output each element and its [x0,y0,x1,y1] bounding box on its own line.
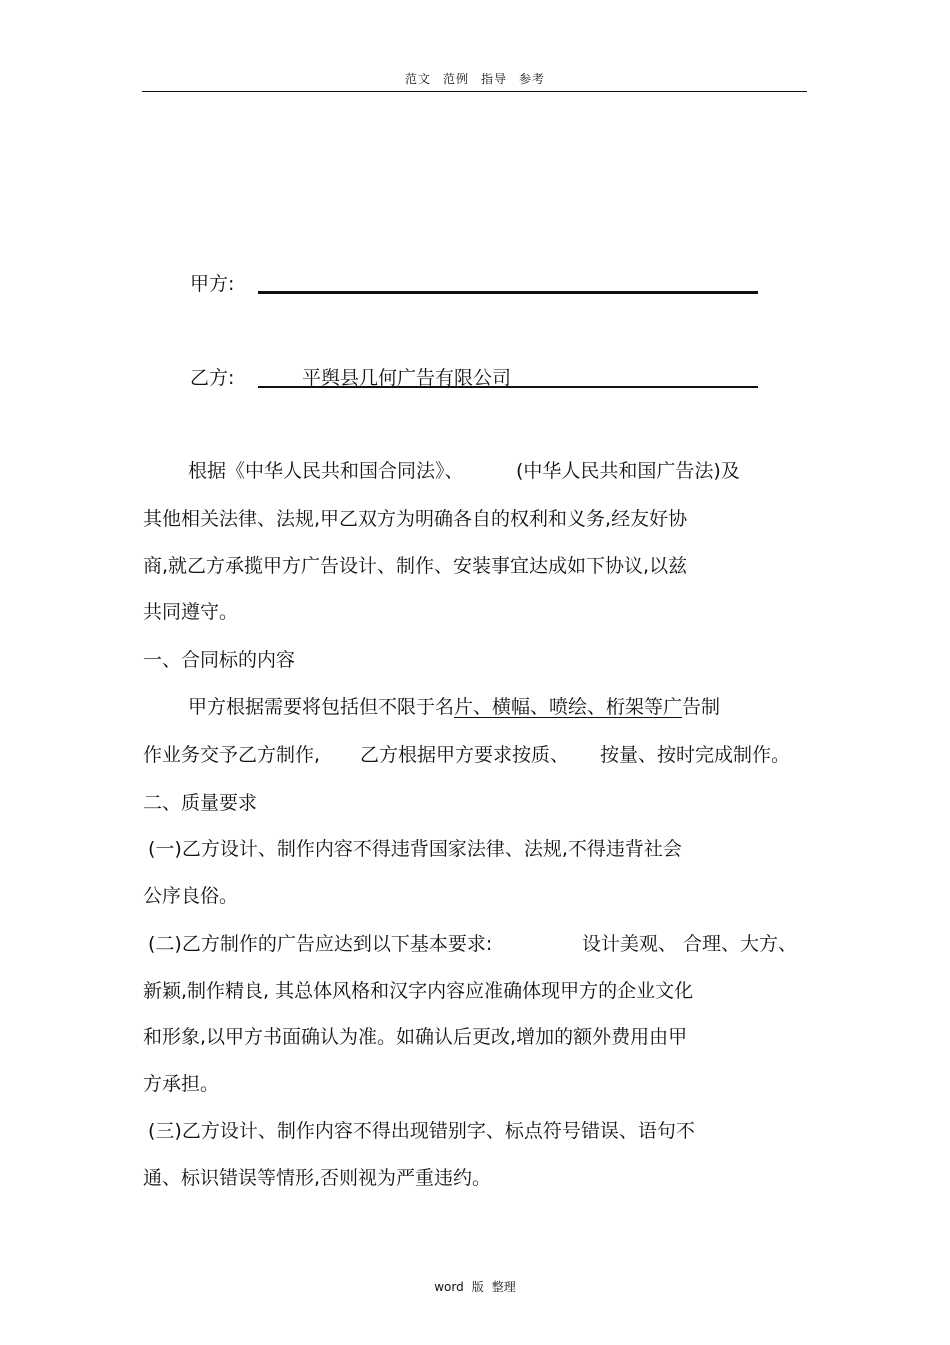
party-a-label: 甲方: [190,273,235,295]
section-1-para-2a: 作业务交予乙方制作, [143,744,321,766]
header-item: 范文 [404,72,431,86]
party-b-label: 乙方: [190,367,235,389]
section-2-item-2-line-1a: (二)乙方制作的广告应达到以下基本要求: [148,933,493,955]
section-1-para-1-prefix: 甲方根据需要将包括但不限于名 [188,696,455,718]
party-a-blank-line [258,291,758,294]
intro-line-1b: (中华人民共和国广告法)及 [516,460,740,482]
section-2-item-2-line-3: 和形象,以甲方书面确认为准。如确认后更改,增加的额外费用由甲 [143,1026,688,1048]
intro-line-1a: 根据《中华人民共和国合同法》、 [188,460,464,482]
section-1-para-1 [188,692,720,719]
section-1-para-2b: 乙方根据甲方要求按质、 [360,744,570,766]
header-item: 参考 [519,72,546,86]
section-1-title: 一、合同标的内容 [143,649,296,671]
page-header [0,70,950,87]
intro-line-2: 其他相关法律、法规,甲乙双方为明确各自的权利和义务,经友好协 [143,508,688,530]
section-2-item-2-line-1b: 设计美观、 合理、大方、 [582,933,798,955]
footer-item: 版 [471,1280,484,1294]
footer-item: 整理 [491,1280,516,1294]
footer-item: word [434,1280,464,1294]
page-footer [0,1278,950,1295]
section-2-item-2-line-2: 新颖,制作精良, 其总体风格和汉字内容应准确体现甲方的企业文化 [143,980,694,1002]
intro-line-3: 商,就乙方承揽甲方广告设计、制作、安装事宜达成如下协议,以兹 [143,555,688,577]
party-b-name: 平舆县几何广告有限公司 [302,367,512,389]
section-1-underlined-items: 片、横幅、喷绘、桁架等广 [454,696,683,718]
section-2-item-1-line-1: (一)乙方设计、制作内容不得违背国家法律、法规,不得违背社会 [148,838,682,860]
header-item: 范例 [442,72,469,86]
section-2-item-3-line-2: 通、标识错误等情形,否则视为严重违约。 [143,1167,492,1189]
intro-line-4: 共同遵守。 [143,601,239,623]
header-item: 指导 [481,72,508,86]
party-b-line [258,386,758,388]
section-1-para-2c: 按量、按时完成制作。 [600,744,791,766]
section-2-item-2-line-4: 方承担。 [143,1073,220,1095]
section-2-item-3-line-1: (三)乙方设计、制作内容不得出现错别字、标点符号错误、语句不 [148,1120,695,1142]
section-2-title: 二、质量要求 [143,792,258,814]
section-1-para-1-suffix: 告制 [682,696,721,718]
header-rule [142,91,807,92]
section-2-item-1-line-2: 公序良俗。 [143,885,239,907]
